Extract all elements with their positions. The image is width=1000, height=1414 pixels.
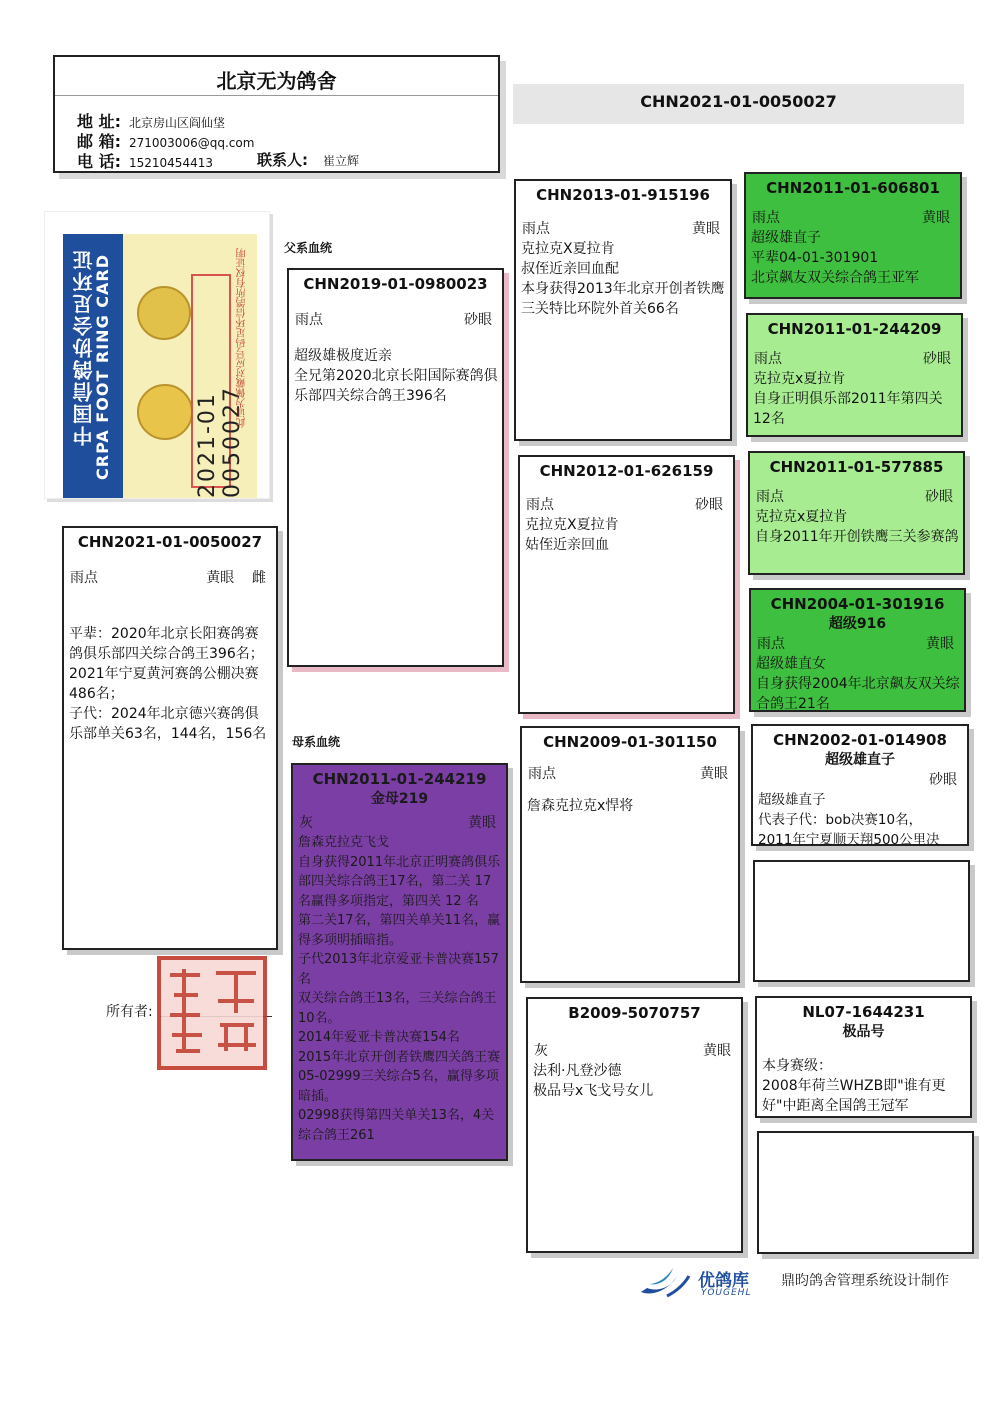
color: 雨点 (295, 312, 323, 328)
color: 雨点 (522, 221, 550, 237)
loft-name: 北京无为鸽舍 (216, 69, 337, 93)
eye: 黄眼 (700, 766, 728, 782)
ring-number: CHN2012-01-626159 (539, 462, 714, 480)
color: 灰 (534, 1043, 548, 1059)
color: 雨点 (526, 497, 554, 513)
subject-pigeon-card (62, 526, 278, 950)
ring-card-title-cn: 中国信鸽协会足环证 (72, 248, 96, 446)
great-grandparent-card-5 (751, 724, 969, 846)
achievements: 詹森克拉克x悍将 (527, 798, 634, 814)
pigeon-name: 极品号 (842, 1024, 885, 1040)
contact-value: 崔立辉 (323, 154, 360, 168)
ring-number: NL07-1644231 (802, 1003, 925, 1021)
pigeon-emblem-icon (137, 384, 193, 440)
color: 雨点 (528, 766, 556, 782)
achievements: 超级雄直子 平辈04-01-301901 北京飙友双关综合鸽王亚军 (751, 230, 919, 286)
ring-number: CHN2004-01-301916 (770, 595, 945, 613)
ring-number: CHN2011-01-577885 (769, 458, 944, 476)
color: 雨点 (70, 570, 98, 586)
brand-name-en: YOUGEHL (701, 1288, 752, 1298)
eye: 砂眼 (464, 312, 492, 328)
eye: 砂眼 (923, 351, 951, 367)
dam-card (291, 763, 508, 1161)
association-emblem-icon (137, 286, 191, 340)
color: 雨点 (757, 636, 785, 652)
pigeon-name: 超级雄直子 (825, 752, 895, 768)
color: 雨点 (752, 210, 780, 226)
yougeku-logo-icon (637, 1262, 693, 1302)
divider (55, 95, 498, 96)
pigeon-name: 金母219 (370, 791, 429, 807)
achievements: 法利·凡登沙德 极品号x飞戈号女儿 (533, 1063, 654, 1099)
achievements: 克拉克X夏拉肯 叔侄近亲回血配 本身获得2013年北京开创者铁鹰三关特比环院外首关66名 (521, 241, 725, 317)
granddam-paternal-card (518, 455, 735, 714)
eye: 砂眼 (929, 772, 957, 788)
ring-number: CHN2009-01-301150 (543, 733, 717, 751)
color: 雨点 (754, 351, 782, 367)
ring-number: CHN2011-01-244209 (767, 320, 942, 338)
foot-ring-card (44, 211, 270, 499)
granddam-maternal-card (526, 997, 743, 1253)
owner-label: 所有者: (106, 1004, 153, 1020)
ring-card-number: 2021-01 0050027 (195, 386, 245, 498)
great-grandparent-card-7 (755, 996, 972, 1118)
achievements: 超级雄直女 自身获得2004年北京飙友双关综合鸽王21名 (756, 656, 960, 712)
achievements: 超级雄直子 代表子代：bob决赛10名， 2011年宁夏顺天翔500公里决 (758, 792, 940, 848)
sire-card (287, 268, 504, 667)
ring-card-note: 此证为佩戴对应号码足环信鸽所有权证明 (237, 248, 248, 428)
header-ring-number: CHN2021-01-0050027 (513, 84, 964, 124)
eye: 黄眼 (468, 815, 496, 831)
achievements: 超级雄极度近亲 全兄第2020北京长阳国际赛鸽俱乐部四关综合鸽王396名 (294, 348, 498, 404)
achievements: 詹森克拉克飞戈 自身获得2011年北京正明赛鸽俱乐部四关综合鸽王17名，第二关 17 名赢得多项指定，第四关 12 名 第二关17名，第四关单关11名，赢得多项明插暗指。 子代2013年北京爱亚卡普决赛157名 双关综合鸽王13名，三关综合鸽王10名。 2014年爱亚卡普决赛154名 2015年北京开创者铁鹰四关鸽王赛05-02999三关综合5名，赢得多项暗插。 02998获得第四关单关13名，4关综合鸽王261 (298, 835, 501, 1143)
dam-line-label: 母系血统 (292, 735, 341, 749)
color: 灰 (299, 815, 313, 831)
ring-number: CHN2011-01-244219 (312, 770, 487, 788)
ring-card-title-en: CRPA FOOT RING CARD (93, 254, 112, 480)
ring-number: CHN2019-01-0980023 (303, 275, 488, 293)
great-grandparent-card-3 (748, 451, 965, 575)
ring-number: B2009-5070757 (568, 1004, 701, 1022)
ring-number: CHN2021-01-0050027 (77, 533, 263, 551)
email-label: 邮 箱: (77, 132, 121, 151)
great-grandparent-card-4 (749, 588, 966, 712)
eye: 黄眼 (703, 1043, 731, 1059)
great-grandparent-card-1 (744, 172, 962, 299)
sex: 雌 (252, 570, 266, 586)
color: 雨点 (756, 489, 784, 505)
grandsire-maternal-card (520, 726, 740, 983)
ring-number: CHN2002-01-014908 (773, 731, 947, 749)
phone-label: 电 话: (77, 152, 121, 171)
email-value: 271003006@qq.com (129, 136, 255, 150)
owner-seal-stamp (156, 955, 268, 1071)
eye: 砂眼 (695, 497, 723, 513)
loft-info-card (53, 55, 500, 173)
sire-line-label: 父系血统 (284, 241, 333, 255)
eye: 黄眼 (692, 221, 720, 237)
eye: 黄眼 (926, 636, 954, 652)
phone-value: 15210454413 (129, 156, 213, 170)
eye: 砂眼 (925, 489, 953, 505)
pigeon-name: 超级916 (828, 616, 887, 632)
achievements: 克拉克x夏拉肯 自身正明俱乐部2011年第四关12名 (753, 371, 943, 427)
eye: 黄眼 (922, 210, 950, 226)
ring-number: CHN2011-01-606801 (766, 179, 940, 197)
achievements: 本身赛级： 2008年荷兰WHZB即"谁有更好"中距离全国鸽王冠军 (762, 1058, 946, 1114)
eye: 黄眼 (206, 570, 235, 586)
credit-text: 鼎昀鸽舍管理系统设计制作 (781, 1273, 949, 1289)
great-grandparent-card-2 (746, 313, 963, 437)
ring-number: CHN2013-01-915196 (536, 186, 710, 204)
address-value: 北京房山区阎仙垡 (129, 116, 226, 130)
achievements: 平辈：2020年北京长阳赛鸽赛鸽俱乐部四关综合鸽王396名； 2021年宁夏黄河赛鸽公棚决赛486名； 子代：2024年北京德兴赛鸽俱乐部单关63名，144名，156名 (69, 626, 267, 742)
address-label: 地 址: (77, 112, 121, 131)
achievements: 克拉克X夏拉肯 姑侄近亲回血 (525, 517, 619, 553)
contact-label: 联系人: (257, 151, 308, 169)
brand-name: 优鸽库 (698, 1271, 749, 1291)
achievements: 克拉克x夏拉肯 自身2011年开创铁鹰三关参赛鸽 (755, 509, 959, 545)
great-grandparent-card-empty-1 (753, 860, 970, 982)
grandsire-paternal-card (514, 179, 732, 441)
great-grandparent-card-empty-2 (757, 1131, 974, 1254)
